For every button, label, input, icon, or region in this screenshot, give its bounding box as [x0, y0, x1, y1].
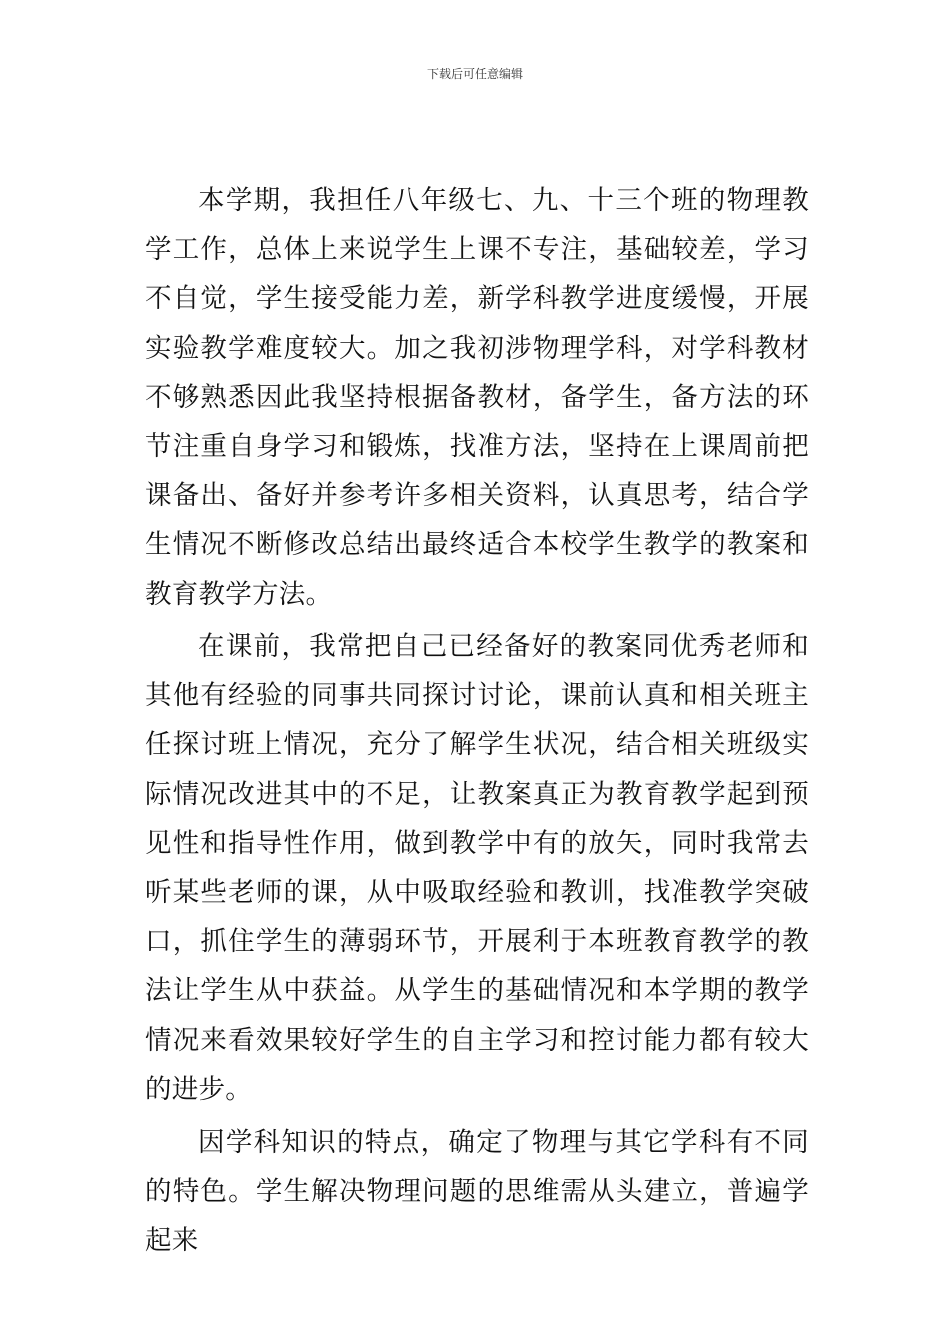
paragraph-1: 本学期，我担任八年级七、九、十三个班的物理教学工作，总体上来说学生上课不专注，基础较差，学习不自觉，学生接受能力差，新学科教学进度缓慢，开展实验教学难度较大。加之我初涉物理学科，对学科教材不够熟悉因此我坚持根据备教材，备学生，备方法的环节注重自身学习和锻炼，找准方法，坚持在上课周前把课备出、备好并参考许多相关资料，认真思考，结合学生情况不断修改总结出最终适合本校学生教学的教案和教育教学方法。 — [145, 185, 809, 610]
page-header: 下载后可任意编辑 — [426, 67, 523, 81]
paragraph-2: 在课前，我常把自己已经备好的教案同优秀老师和其他有经验的同事共同探讨讨论，课前认真和相关班主任探讨班上情况，充分了解学生状况，结合相关班级实际情况改进其中的不足，让教案真正为教育教学起到预见性和指导性作用，做到教学中有的放矢，同时我常去听某些老师的课，从中吸取经验和教训，找准教学突破口，抓住学生的薄弱环节，开展利于本班教育教学的教法让学生从中获益。从学生的基础情况和本学期的教学情况来看效果较好学生的自主学习和控讨能力都有较大的进步。 — [145, 631, 809, 1105]
paragraph-3: 因学科知识的特点，确定了物理与其它学科有不同的特色。学生解决物理问题的思维需从头建立，普遍学起来 — [145, 1127, 809, 1257]
